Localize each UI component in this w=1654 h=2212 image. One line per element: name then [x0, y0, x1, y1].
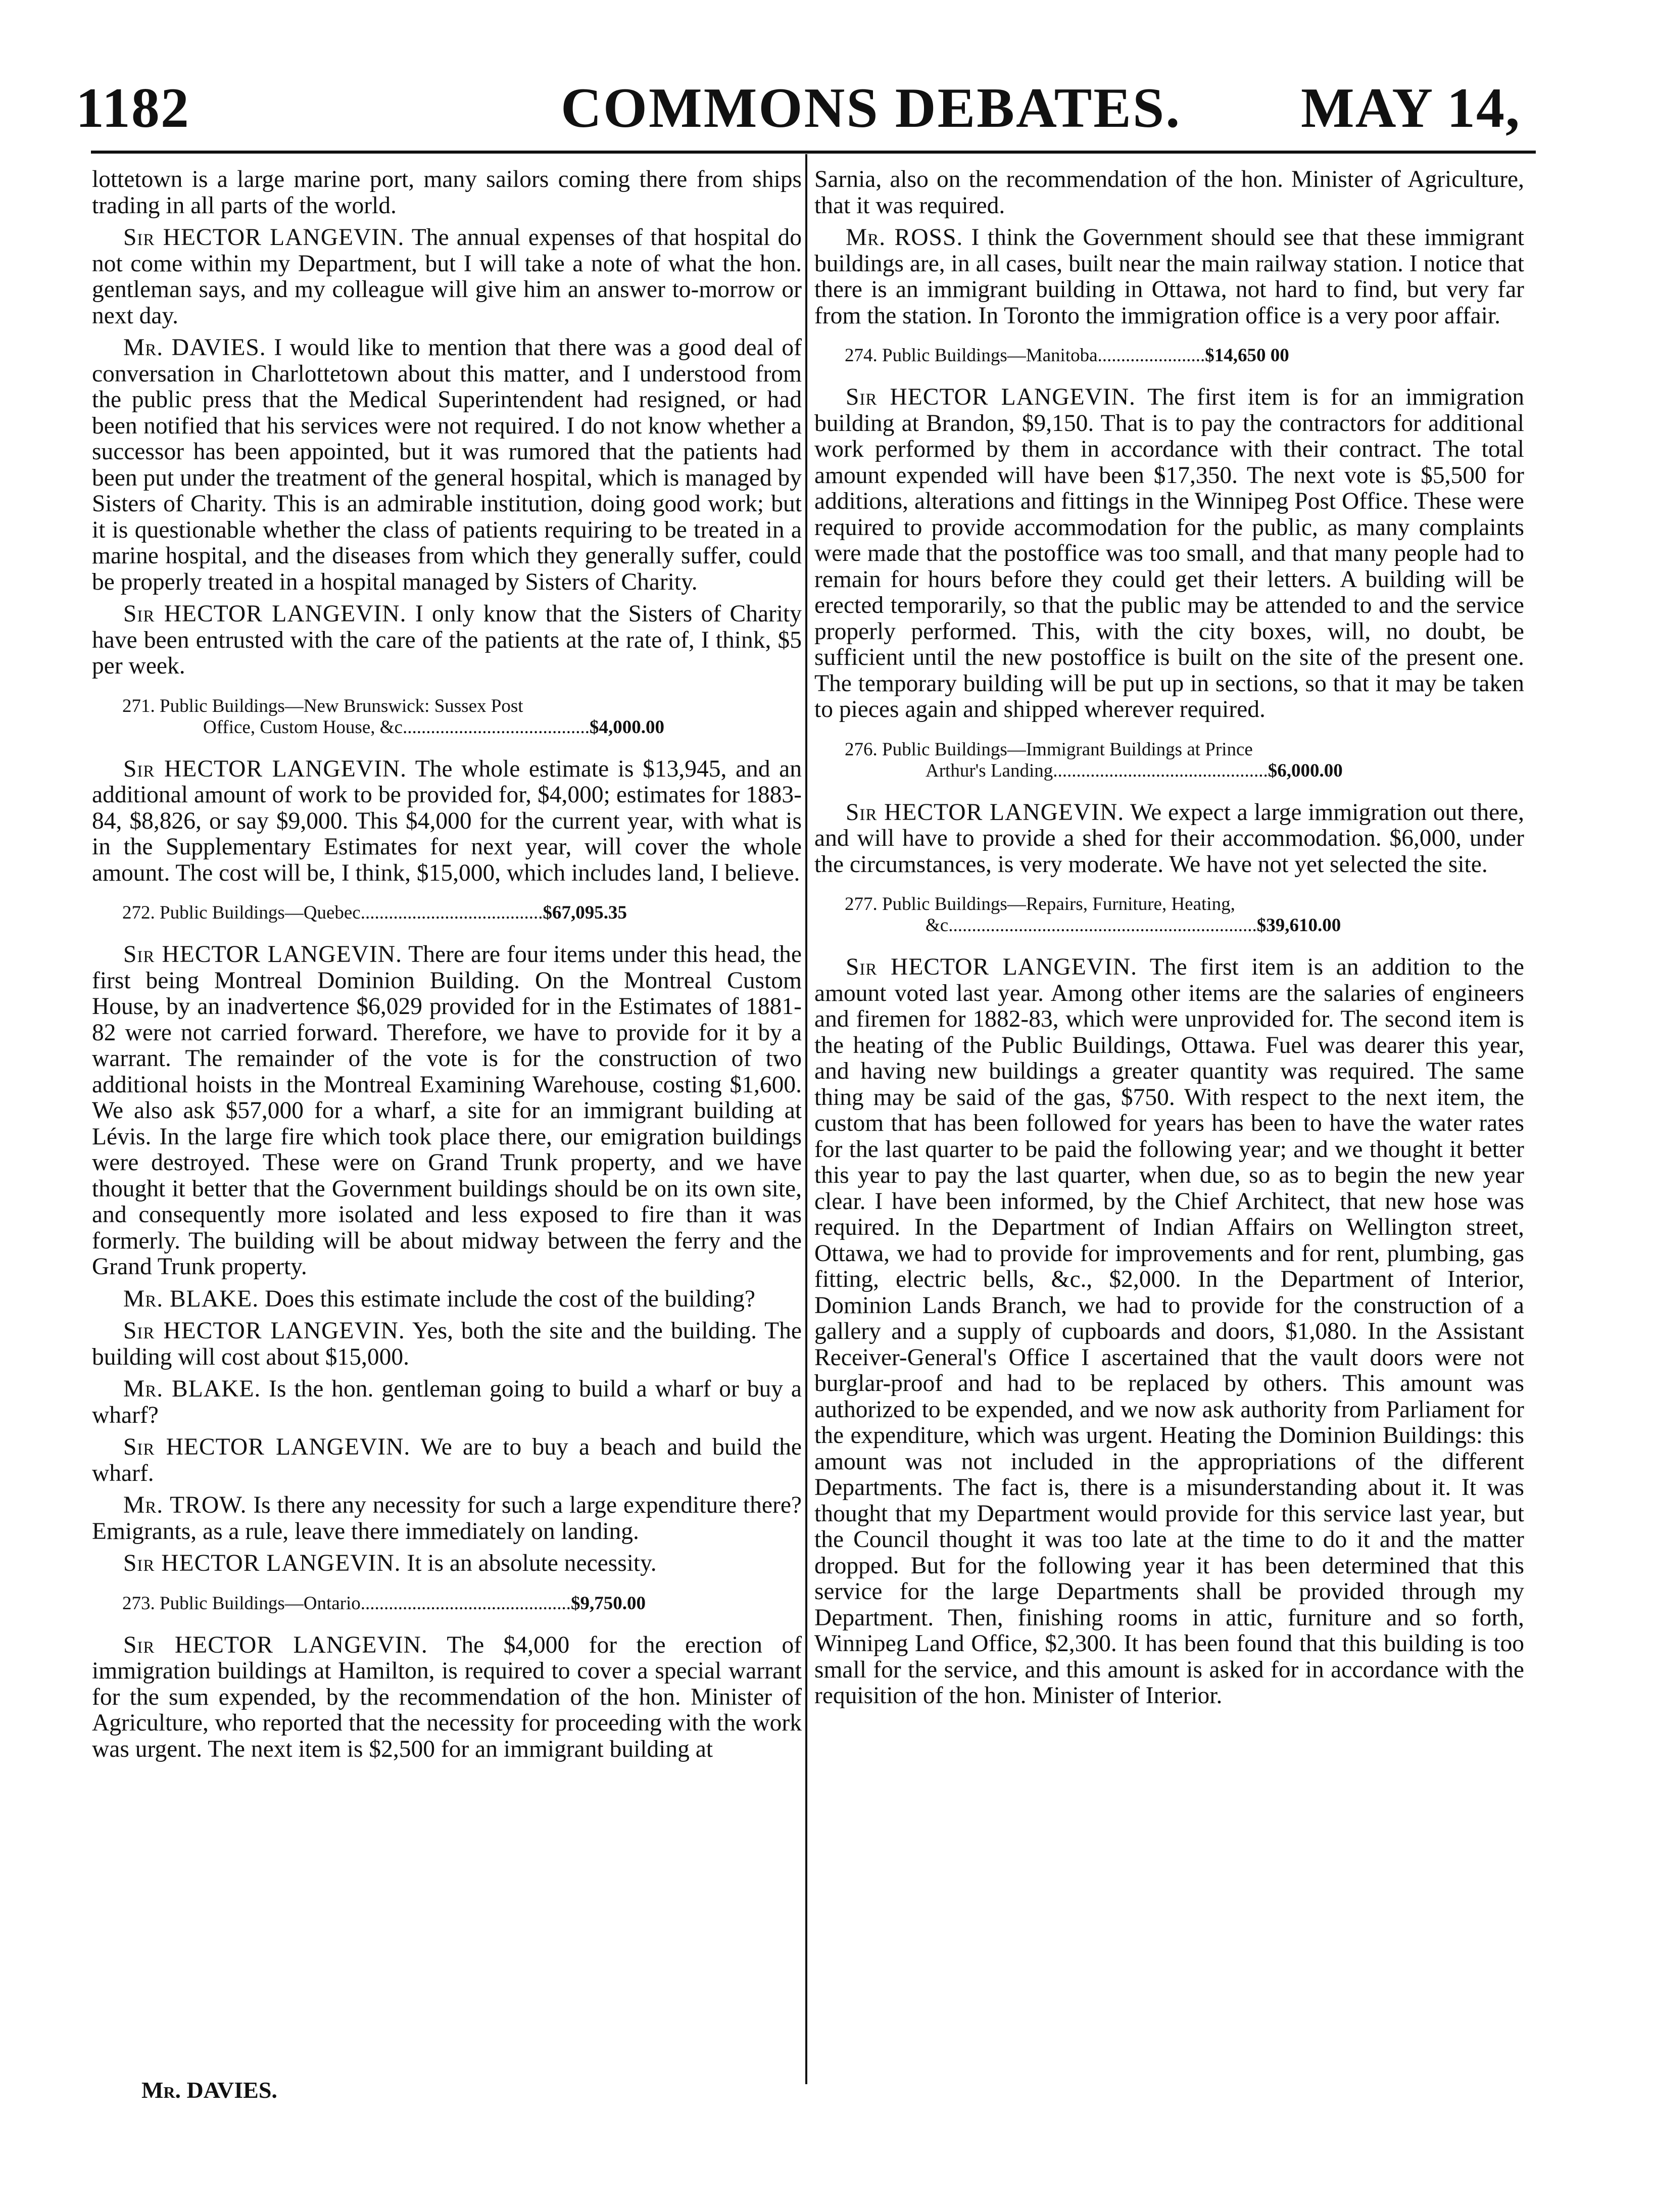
speaker-name: Sir HECTOR LANGEVIN.	[123, 1434, 411, 1460]
estimate-amount: $4,000.00	[589, 716, 664, 738]
column-divider	[805, 154, 807, 2084]
speech-paragraph	[92, 1551, 802, 1577]
estimate-item-continuation: Arthur's Landing..............................................	[926, 760, 1268, 781]
speech-text: lottetown is a large marine port, many sailors coming there from ships trading in all parts of the world.	[92, 166, 802, 219]
speech-paragraph	[92, 942, 802, 1280]
estimate-item-title: 274. Public Buildings—Manitoba.......................	[845, 345, 1205, 366]
speech-paragraph	[92, 1318, 802, 1370]
speaker-name: Sir HECTOR LANGEVIN.	[123, 1550, 401, 1576]
speech-paragraph	[92, 1493, 802, 1545]
speech-paragraph	[92, 335, 802, 595]
estimate-item-continuation: &c..................................................................	[926, 915, 1257, 936]
estimate-item-title: 276. Public Buildings—Immigrant Buildings at Prince	[845, 739, 1253, 760]
page-title: COMMONS DEBATES.	[561, 77, 1182, 139]
speaker-name: Sir HECTOR LANGEVIN.	[846, 799, 1125, 826]
speaker-name: Sir HECTOR LANGEVIN.	[123, 224, 405, 251]
speaker-name: Mr. TROW.	[123, 1492, 247, 1518]
speech-paragraph	[92, 756, 802, 887]
estimate-item	[92, 902, 802, 924]
speech-text: I only know that the Sisters of Charity have been entrusted with the care of the patients at the rate of, I think, $5 per week.	[92, 601, 802, 679]
estimate-amount: $9,750.00	[571, 1593, 646, 1614]
estimate-item-title: 271. Public Buildings—New Brunswick: Sussex Post	[122, 695, 523, 716]
estimate-item-title: 273. Public Buildings—Ontario.............................................	[122, 1593, 571, 1614]
estimate-item-continuation: Office, Custom House, &c........................................	[203, 716, 590, 738]
speaker-name: Sir HECTOR LANGEVIN.	[123, 1631, 428, 1658]
speech-paragraph	[92, 225, 802, 329]
speaker-name: Mr. BLAKE.	[123, 1285, 259, 1312]
speech-text: The first item is for an immigration building at Brandon, $9,150. That is to pay the contractors for additional work performed by them in accordance with their contract. The total amount expended will have been $17,350. The next vote is $5,500 for additions, alterations and fittings in the Winnipeg Post Office. These were required to provide accommodation for the public, as many complaints were made that the postoffice was too small, and that many people had to remain for hours before they could get their letters. A building will be erected temporarily, so that the public may be attended to and the service properly performed. This, with the city boxes, will, no doubt, be sufficient until the new postoffice is built on the site of the present one. The temporary building will be put up in sections, so that it may be taken to pieces again and shipped wherever required.	[814, 384, 1524, 723]
header-rule	[91, 151, 1536, 154]
speech-text: I would like to mention that there was a good deal of conversation in Charlottetown about this matter, and I understood from the public press that the Medical Superintendent had resigned, or had been notified that his services were not required. I do not know whether a successor has been appointed, but it was rumored that the patients had been put under the treatment of the general hospital, which is managed by Sisters of Charity. This is an admirable institution, doing good work; but it is questionable whether the class of patients requiring to be treated in a marine hospital, and the diseases from which they generally suffer, could be properly treated in a hospital managed by Sisters of Charity.	[92, 334, 802, 595]
speech-text: Is there any necessity for such a large expenditure there? Emigrants, as a rule, leave there immediately on landing.	[92, 1492, 802, 1545]
estimate-amount: $67,095.35	[543, 902, 627, 923]
estimate-item	[814, 345, 1524, 366]
speech-text: The whole estimate is $13,945, and an additional amount of work to be provided for, $4,000; estimates for 1883-84, $8,826, or say $9,000. This $4,000 for the current year, with what is in the Supplementary Estimates for next year, will cover the whole amount. The cost will be, I think, $15,000, which includes land, I believe.	[92, 755, 802, 886]
speaker-name: Sir HECTOR LANGEVIN.	[846, 954, 1138, 980]
left-column	[92, 167, 802, 1768]
speech-text: We are to buy a beach and build the wharf.	[92, 1434, 802, 1486]
speaker-name: Sir HECTOR LANGEVIN.	[123, 601, 407, 627]
speech-text: The $4,000 for the erection of immigration buildings at Hamilton, is required to cover a special warrant for the sum expended, by the recommendation of the hon. Minister of Agriculture, who reported that the necessity for proceeding with the work was urgent. The next item is $2,500 for an immigrant building at	[92, 1631, 802, 1762]
estimate-item	[814, 739, 1524, 782]
speech-text: Is the hon. gentleman going to build a wharf or buy a wharf?	[92, 1376, 802, 1428]
speech-paragraph	[814, 225, 1524, 329]
estimate-item	[92, 1593, 802, 1614]
page-date: MAY 14,	[1300, 77, 1521, 139]
speech-paragraph	[92, 1632, 802, 1763]
estimate-item	[814, 894, 1524, 936]
speaker-name: Sir HECTOR LANGEVIN.	[846, 384, 1136, 410]
speech-text: There are four items under this head, the first being Montreal Dominion Building. On the Montreal Custom House, by an inadvertence $6,029 provided for in the Estimates of 1881-82 were not carried forward. Therefore, we have to provide for it by a warrant. The remainder of the vote is for the construction of two additional hoists in the Montreal Examining Warehouse, costing $1,600. We also ask $57,000 for a wharf, a site for an immigrant building at Lévis. In the large fire which took place there, our emigration buildings were destroyed. These were on Grand Trunk property, and we have thought it better that the Government buildings should be on its own site, and consequently more isolated and less exposed to fire than it was formerly. The building will be about midway between the ferry and the Grand Trunk property.	[92, 941, 802, 1280]
speech-paragraph	[814, 384, 1524, 723]
speech-paragraph	[814, 800, 1524, 878]
estimate-amount: $6,000.00	[1268, 760, 1343, 781]
speech-text: The annual expenses of that hospital do not come within my Department, but I will take a note of what the hon. gentleman says, and my colleague will give him an answer to-morrow or next day.	[92, 224, 802, 329]
speech-text: Does this estimate include the cost of the building?	[259, 1285, 755, 1312]
speech-text: The first item is an addition to the amount voted last year. Among other items are the salaries of engineers and firemen for 1882-83, which were unprovided for. The second item is the heating of the Public Buildings, Ottawa. Fuel was dearer this year, and having new buildings a greater quantity was required. The same thing may be said of the gas, $750. With respect to the next item, the custom that has been followed for years has been to have the water rates for the last quarter to be paid the following year; and we thought it better this year to pay the last quarter, when due, so as to begin the new year clear. I have been informed, by the Chief Architect, that new hose was required. In the Department of Indian Affairs on Wellington street, Ottawa, we had to provide for improvements and for rent, plumbing, gas fitting, electric bells, &c., $2,000. In the Department of Interior, Dominion Lands Branch, we had to provide for the construction of a gallery and a supply of cupboards and doors, $1,080. In the Assistant Receiver-General's Office I ascertained that the vault doors were not burglar-proof and had to be replaced by others. This amount was authorized to be expended, and we now ask authority from Parliament for the expenditure, which was urgent. Heating the Dominion Buildings: this amount was not included in the appropriations of the different Departments. The fact is, there is a misunderstanding about it. It was thought that my Department would provide for this service last year, but the Council thought it was too late at the time to do it and the matter dropped. But for the following year it has been determined that this service for the large Departments shall be provided through my Department. Then, finishing rooms in attic, furniture and so forth, Winnipeg Land Office, $2,300. It has been found that this building is too small for the service, and this amount is asked for in accordance with the requisition of the hon. Minister of Interior.	[814, 954, 1525, 1709]
right-column	[814, 167, 1524, 1715]
speech-text: Yes, both the site and the building. The building will cost about $15,000.	[92, 1318, 802, 1370]
speech-paragraph	[814, 954, 1524, 1709]
estimate-amount: $14,650 00	[1205, 345, 1289, 366]
speech-paragraph	[92, 167, 802, 219]
speech-text: I think the Government should see that these immigrant buildings are, in all cases, built near the main railway station. I notice that there is an immigrant building in Ottawa, not hard to find, but very far from the station. In Toronto the immigration office is a very poor affair.	[814, 224, 1524, 329]
estimate-item-title: 277. Public Buildings—Repairs, Furniture, Heating,	[845, 894, 1235, 915]
speaker-name: Mr. ROSS.	[846, 224, 963, 251]
speech-paragraph	[92, 601, 802, 680]
speech-paragraph	[92, 1376, 802, 1428]
speech-paragraph	[814, 167, 1524, 219]
speech-paragraph	[92, 1434, 802, 1486]
speaker-name: Mr. BLAKE.	[123, 1376, 261, 1402]
footer-catchword: Mr. DAVIES.	[141, 2077, 277, 2103]
speech-text: We expect a large immigration out there, and will have to provide a shed for their accommodation. $6,000, under the circumstances, is very moderate. We have not yet selected the site.	[814, 799, 1524, 878]
speaker-name: Sir HECTOR LANGEVIN.	[123, 941, 402, 968]
speaker-name: Sir HECTOR LANGEVIN.	[123, 755, 407, 782]
speaker-name: Mr. DAVIES.	[123, 334, 266, 361]
speech-text: Sarnia, also on the recommendation of the hon. Minister of Agriculture, that it was required.	[814, 166, 1524, 219]
page-header	[76, 76, 1521, 147]
estimate-amount: $39,610.00	[1256, 915, 1341, 936]
speech-paragraph	[92, 1286, 802, 1313]
page-number: 1182	[76, 77, 190, 139]
speech-text: It is an absolute necessity.	[401, 1550, 657, 1576]
speaker-name: Sir HECTOR LANGEVIN.	[123, 1318, 405, 1344]
estimate-item-title: 272. Public Buildings—Quebec.......................................	[122, 902, 543, 923]
estimate-item	[92, 696, 802, 738]
